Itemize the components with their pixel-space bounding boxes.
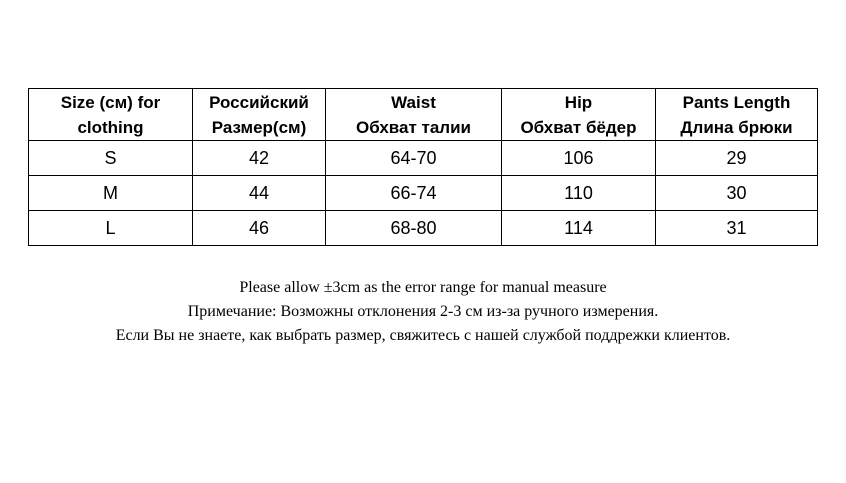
table-row: [29, 176, 818, 211]
header-pants-length: Pants Length Длина брюки: [656, 89, 818, 141]
table-header-row: [29, 89, 818, 141]
cell-russian-size: 42: [193, 141, 326, 176]
cell-hip: 110: [502, 176, 656, 211]
table-row: [29, 141, 818, 176]
header-waist: Waist Обхват талии: [326, 89, 502, 141]
cell-hip: 114: [502, 211, 656, 246]
size-chart-table: [28, 88, 818, 246]
cell-size: S: [29, 141, 193, 176]
cell-hip: 106: [502, 141, 656, 176]
cell-russian-size: 44: [193, 176, 326, 211]
cell-size: L: [29, 211, 193, 246]
header-hip: Hip Обхват бёдер: [502, 89, 656, 141]
cell-pants-length: 30: [656, 176, 818, 211]
note-error-range-ru: Примечание: Возможны отклонения 2-3 см из-за ручного измерения.: [187, 303, 659, 320]
cell-waist: 66-74: [326, 176, 502, 211]
table-row: [29, 211, 818, 246]
cell-size: M: [29, 176, 193, 211]
cell-pants-length: 31: [656, 211, 818, 246]
header-russian-size: Российский Размер(см): [193, 89, 326, 141]
measurement-notes: [0, 276, 846, 348]
cell-russian-size: 46: [193, 211, 326, 246]
cell-waist: 64-70: [326, 141, 502, 176]
note-error-range-en: Please allow ±3cm as the error range for manual measure: [239, 279, 607, 296]
note-contact-support: Если Вы не знаете, как выбрать размер, свяжитесь с нашей службой поддрежки клиентов.: [115, 327, 731, 344]
cell-pants-length: 29: [656, 141, 818, 176]
header-size: Size (см) for clothing: [29, 89, 193, 141]
cell-waist: 68-80: [326, 211, 502, 246]
